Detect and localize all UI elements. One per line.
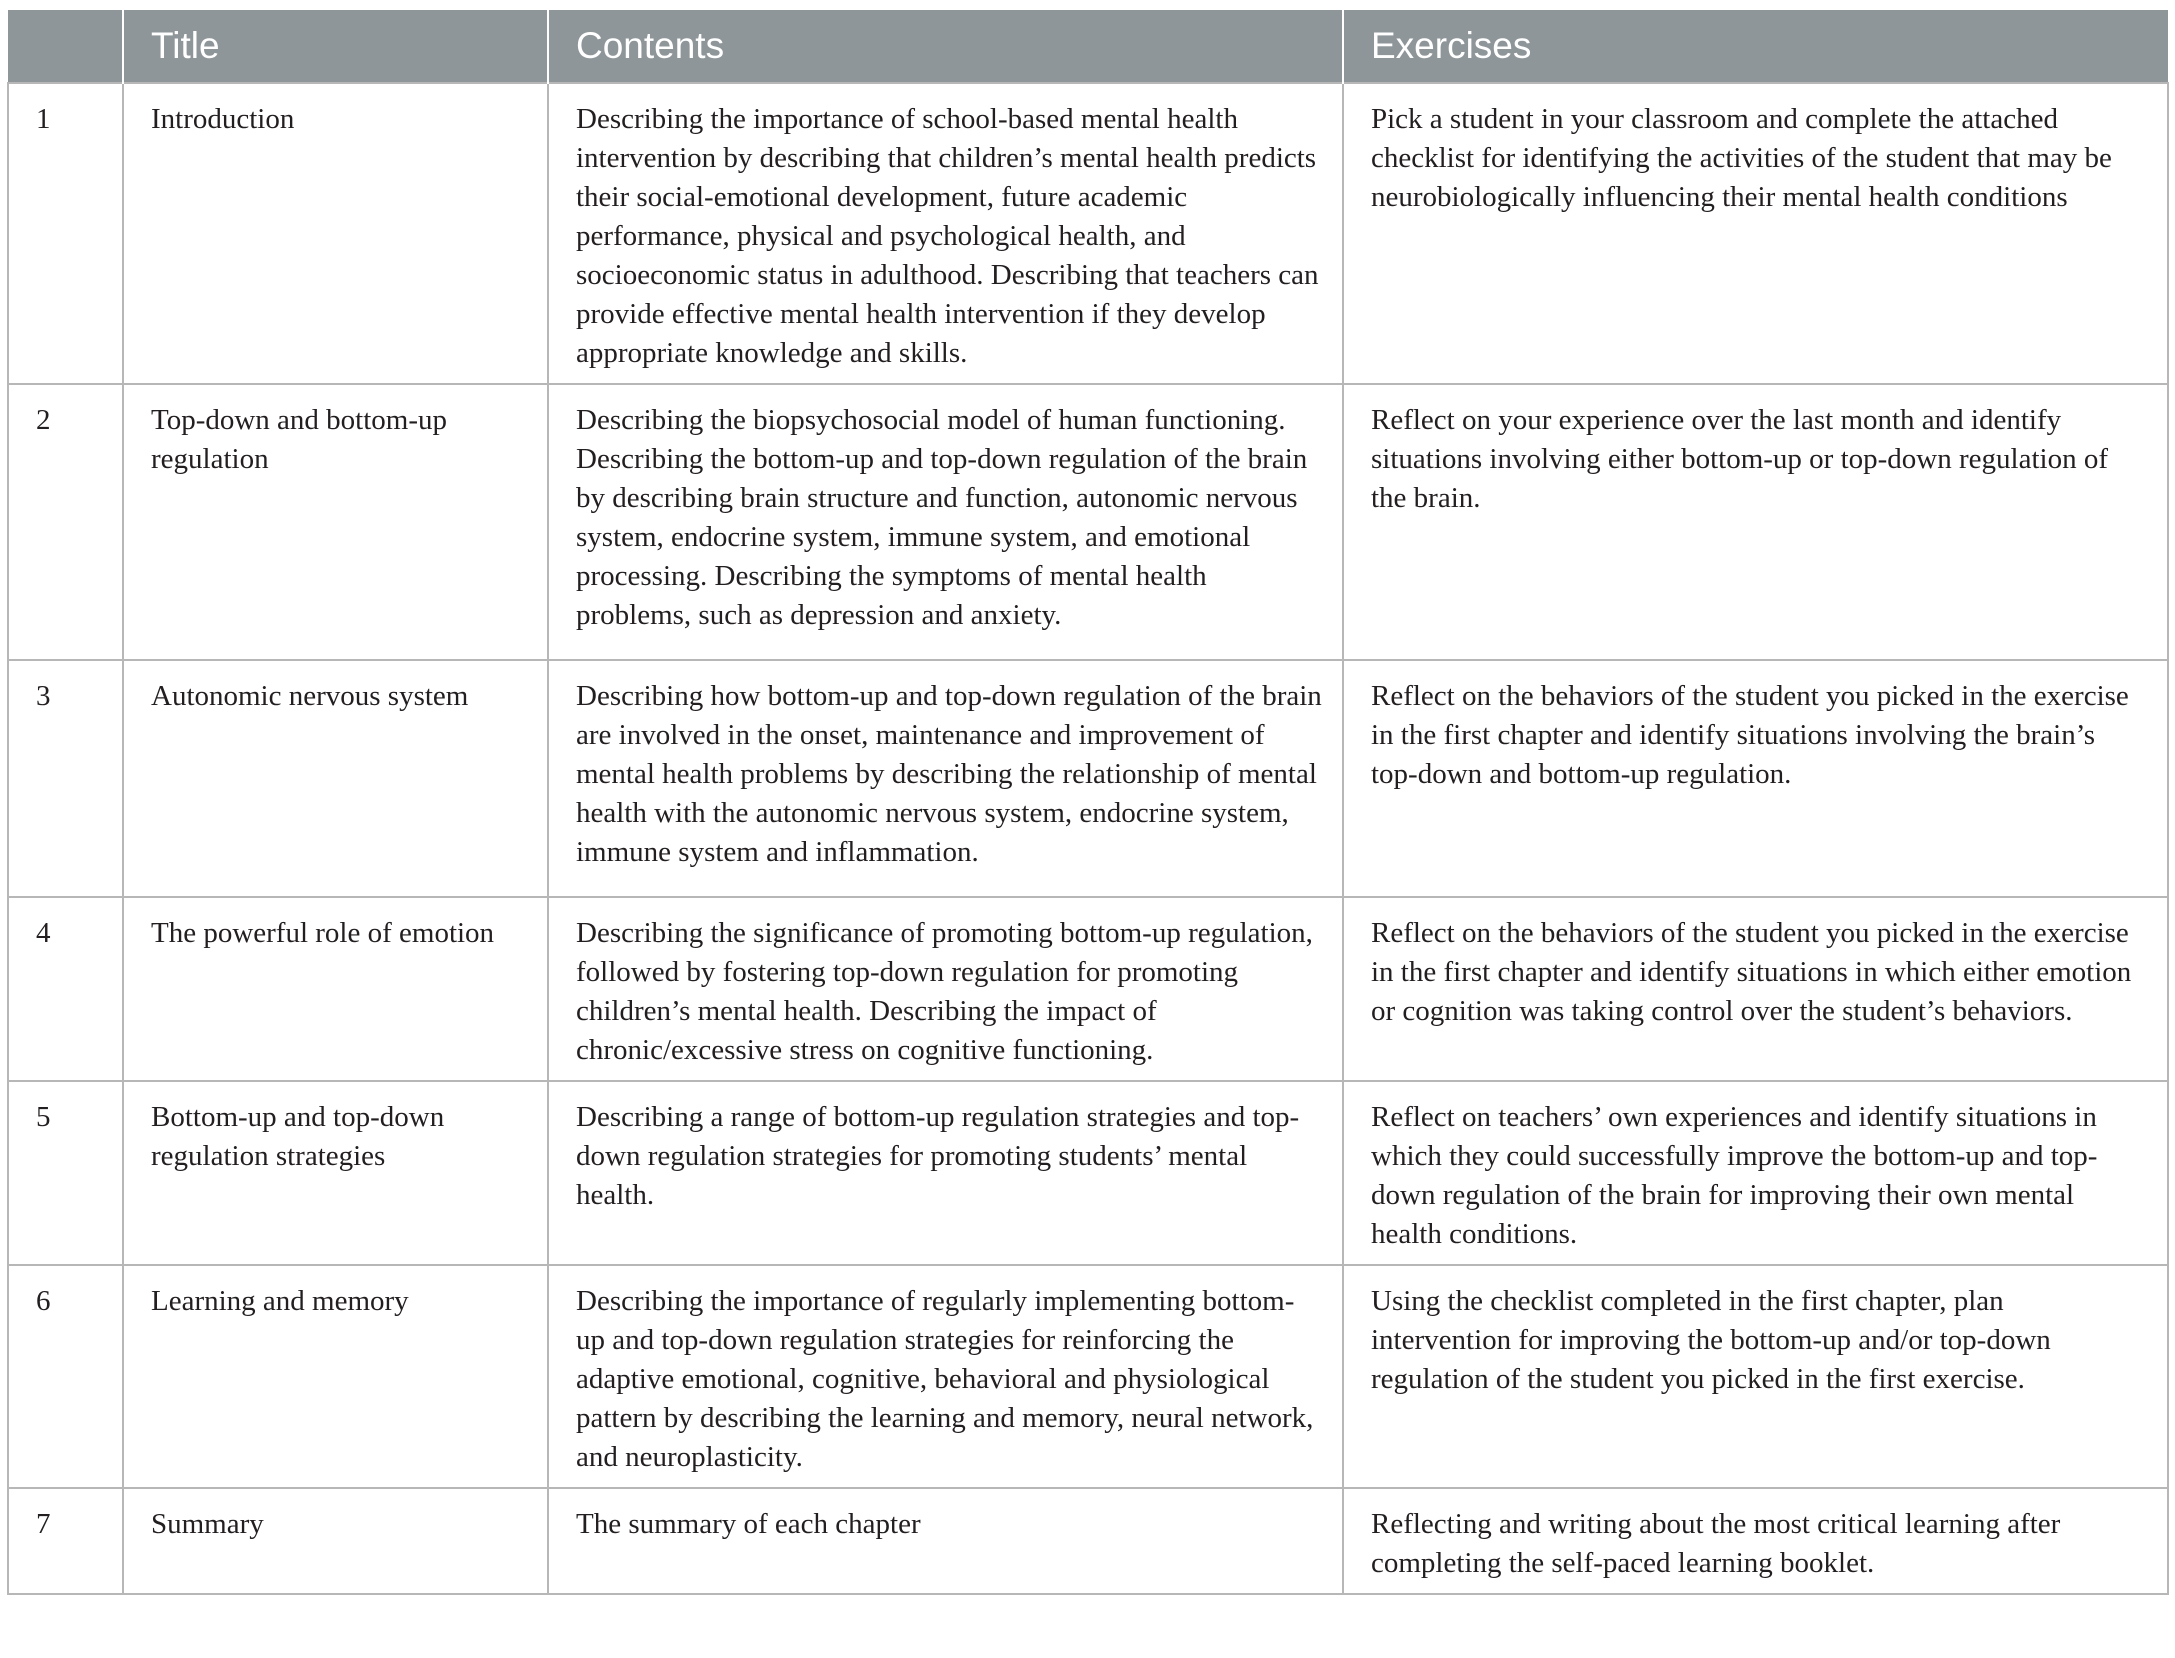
row-contents: The summary of each chapter: [548, 1488, 1343, 1594]
table-row: [8, 1265, 2168, 1488]
row-exercises: Pick a student in your classroom and complete the attached checklist for identifying the activities of the student that may be neurobiologically influencing their mental health conditions: [1343, 83, 2168, 384]
chapter-table: [7, 10, 2169, 1595]
row-title: Top-down and bottom-up regulation: [123, 384, 548, 660]
chapter-table-container: [7, 10, 2167, 1595]
row-contents: Describing the importance of school-based mental health intervention by describing that children’s mental health predicts their social-emotional development, future academic performance, physical and psychological health, and socioeconomic status in adulthood. Describing that teachers can provide effective mental health intervention if they develop appropriate knowledge and skills.: [548, 83, 1343, 384]
row-contents: Describing the importance of regularly implementing bottom-up and top-down regulation strategies for reinforcing the adaptive emotional, cognitive, behavioral and physiological pattern by describing the learning and memory, neural network, and neuroplasticity.: [548, 1265, 1343, 1488]
row-title: Autonomic nervous system: [123, 660, 548, 897]
row-number: 3: [8, 660, 123, 897]
header-exercises: Exercises: [1343, 10, 2168, 83]
table-row: [8, 897, 2168, 1081]
table-row: [8, 384, 2168, 660]
row-contents: Describing a range of bottom-up regulation strategies and top-down regulation strategies for promoting students’ mental health.: [548, 1081, 1343, 1265]
table-row: [8, 660, 2168, 897]
row-exercises: Using the checklist completed in the first chapter, plan intervention for improving the bottom-up and/or top-down regulation of the student you picked in the first exercise.: [1343, 1265, 2168, 1488]
table-row: [8, 1488, 2168, 1594]
table-row: [8, 1081, 2168, 1265]
row-number: 7: [8, 1488, 123, 1594]
row-number: 6: [8, 1265, 123, 1488]
row-contents: Describing how bottom-up and top-down regulation of the brain are involved in the onset, maintenance and improvement of mental health problems by describing the relationship of mental health with the autonomic nervous system, endocrine system, immune system and inflammation.: [548, 660, 1343, 897]
row-number: 2: [8, 384, 123, 660]
row-exercises: Reflecting and writing about the most critical learning after completing the self-paced learning booklet.: [1343, 1488, 2168, 1594]
row-title: Learning and memory: [123, 1265, 548, 1488]
header-row: [8, 10, 2168, 83]
row-title: Introduction: [123, 83, 548, 384]
row-exercises: Reflect on the behaviors of the student you picked in the exercise in the first chapter and identify situations in which either emotion or cognition was taking control over the student’s behaviors.: [1343, 897, 2168, 1081]
table-body: [8, 83, 2168, 1594]
table-row: [8, 83, 2168, 384]
row-number: 1: [8, 83, 123, 384]
row-contents: Describing the biopsychosocial model of human functioning. Describing the bottom-up and top-down regulation of the brain by describing brain structure and function, autonomic nervous system, endocrine system, immune system, and emotional processing. Describing the symptoms of mental health problems, such as depression and anxiety.: [548, 384, 1343, 660]
row-number: 4: [8, 897, 123, 1081]
table-header: [8, 10, 2168, 83]
row-title: Summary: [123, 1488, 548, 1594]
header-number: [8, 10, 123, 83]
header-contents: Contents: [548, 10, 1343, 83]
row-contents: Describing the significance of promoting bottom-up regulation, followed by fostering top-down regulation for promoting children’s mental health. Describing the impact of chronic/excessive stress on cognitive functioning.: [548, 897, 1343, 1081]
row-exercises: Reflect on the behaviors of the student you picked in the exercise in the first chapter and identify situations involving the brain’s top-down and bottom-up regulation.: [1343, 660, 2168, 897]
row-title: The powerful role of emotion: [123, 897, 548, 1081]
row-number: 5: [8, 1081, 123, 1265]
row-exercises: Reflect on your experience over the last month and identify situations involving either bottom-up or top-down regulation of the brain.: [1343, 384, 2168, 660]
header-title: Title: [123, 10, 548, 83]
row-title: Bottom-up and top-down regulation strategies: [123, 1081, 548, 1265]
row-exercises: Reflect on teachers’ own experiences and identify situations in which they could successfully improve the bottom-up and top-down regulation of the brain for improving their own mental health conditions.: [1343, 1081, 2168, 1265]
